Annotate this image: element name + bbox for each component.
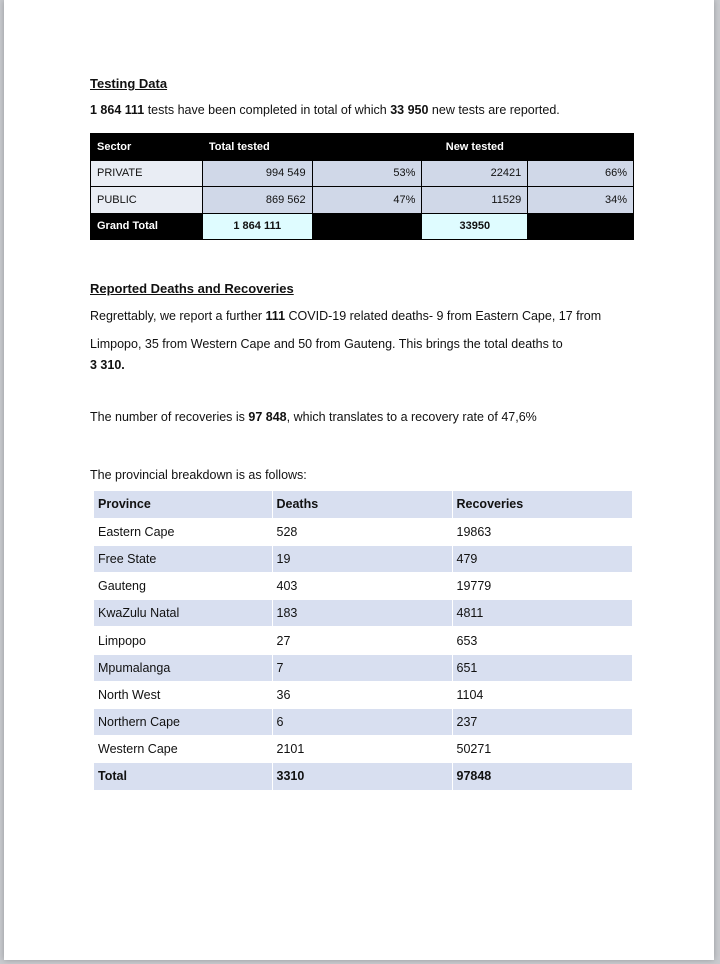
summary-total-tests: 1 864 111	[90, 103, 145, 117]
province-recoveries: 653	[452, 627, 632, 654]
province-name: Gauteng	[94, 573, 272, 600]
sector-cell: PRIVATE	[91, 160, 203, 187]
province-table	[94, 491, 632, 791]
province-total-row	[94, 763, 632, 790]
table-row	[94, 573, 632, 600]
province-recoveries: 4811	[452, 600, 632, 627]
deaths-recoveries-title: Reported Deaths and Recoveries	[90, 281, 294, 296]
recoveries-paragraph	[90, 403, 537, 431]
breakdown-intro: The provincial breakdown is as follows:	[90, 468, 307, 482]
deaths-text-b: COVID-19 related deaths- 9 from Eastern Cape, 17 from Limpopo, 35 from Western Cape and 50 from Gauteng. This brings the total deaths to	[90, 309, 602, 351]
table-row	[94, 545, 632, 572]
deaths-total-line	[90, 351, 125, 379]
new-tested-cell: 11529	[422, 187, 528, 214]
deaths-new-count: 111	[265, 309, 286, 323]
testing-summary	[90, 96, 560, 124]
table-row	[94, 736, 632, 763]
province-recoveries: 50271	[452, 736, 632, 763]
total-tested-cell: 994 549	[202, 160, 312, 187]
total-tested-cell: 869 562	[202, 187, 312, 214]
header-province: Province	[94, 491, 272, 518]
header-recoveries: Recoveries	[452, 491, 632, 518]
province-deaths: 19	[272, 545, 452, 572]
province-deaths: 183	[272, 600, 452, 627]
deaths-text-a: Regrettably, we report a further	[90, 309, 266, 323]
table-row	[94, 681, 632, 708]
grand-total-new: 33950	[422, 213, 528, 240]
recoveries-text-b: , which translates to a recovery rate of 47,6%	[286, 410, 537, 424]
grand-total-row	[91, 213, 634, 240]
header-sector: Sector	[91, 134, 203, 161]
new-pct-cell: 34%	[528, 187, 634, 214]
province-recoveries: 1104	[452, 681, 632, 708]
table-row	[94, 600, 632, 627]
province-name: Northern Cape	[94, 709, 272, 736]
testing-table	[90, 133, 634, 240]
province-deaths: 6	[272, 709, 452, 736]
province-name: Western Cape	[94, 736, 272, 763]
province-deaths: 7	[272, 654, 452, 681]
province-deaths: 403	[272, 573, 452, 600]
province-name: Eastern Cape	[94, 518, 272, 545]
summary-text-end: new tests are reported.	[428, 103, 560, 117]
recoveries-count: 97 848	[248, 410, 287, 424]
testing-data-title: Testing Data	[90, 76, 168, 91]
province-deaths: 36	[272, 681, 452, 708]
table-row	[94, 709, 632, 736]
deaths-paragraph	[90, 302, 650, 358]
grand-total-blank	[528, 213, 634, 240]
province-name: Free State	[94, 545, 272, 572]
recoveries-text-a: The number of recoveries is	[90, 410, 249, 424]
header-total-tested: Total tested	[202, 134, 312, 161]
total-pct-cell: 53%	[312, 160, 422, 187]
province-table-header	[94, 491, 632, 518]
header-new-pct	[528, 134, 634, 161]
new-tested-cell: 22421	[422, 160, 528, 187]
province-recoveries: 651	[452, 654, 632, 681]
province-deaths: 2101	[272, 736, 452, 763]
header-new-tested: New tested	[422, 134, 528, 161]
table-row	[91, 160, 634, 187]
table-row	[94, 654, 632, 681]
grand-total-blank	[312, 213, 422, 240]
summary-text-mid: tests have been completed in total of which	[144, 103, 391, 117]
grand-total-label: Grand Total	[91, 213, 203, 240]
sector-cell: PUBLIC	[91, 187, 203, 214]
province-name: North West	[94, 681, 272, 708]
province-deaths: 27	[272, 627, 452, 654]
table-row	[91, 187, 634, 214]
summary-new-tests: 33 950	[390, 103, 429, 117]
table-row	[94, 518, 632, 545]
table-row	[94, 627, 632, 654]
province-deaths: 528	[272, 518, 452, 545]
total-recoveries: 97848	[452, 763, 632, 790]
province-recoveries: 19863	[452, 518, 632, 545]
province-name: KwaZulu Natal	[94, 600, 272, 627]
header-deaths: Deaths	[272, 491, 452, 518]
grand-total-tested: 1 864 111	[202, 213, 312, 240]
total-label: Total	[94, 763, 272, 790]
header-total-pct	[312, 134, 422, 161]
total-pct-cell: 47%	[312, 187, 422, 214]
province-recoveries: 479	[452, 545, 632, 572]
province-recoveries: 19779	[452, 573, 632, 600]
document-page	[4, 0, 714, 960]
testing-table-header	[91, 134, 634, 161]
total-deaths: 3310	[272, 763, 452, 790]
province-recoveries: 237	[452, 709, 632, 736]
new-pct-cell: 66%	[528, 160, 634, 187]
province-name: Mpumalanga	[94, 654, 272, 681]
deaths-total: 3 310.	[90, 358, 125, 372]
province-name: Limpopo	[94, 627, 272, 654]
